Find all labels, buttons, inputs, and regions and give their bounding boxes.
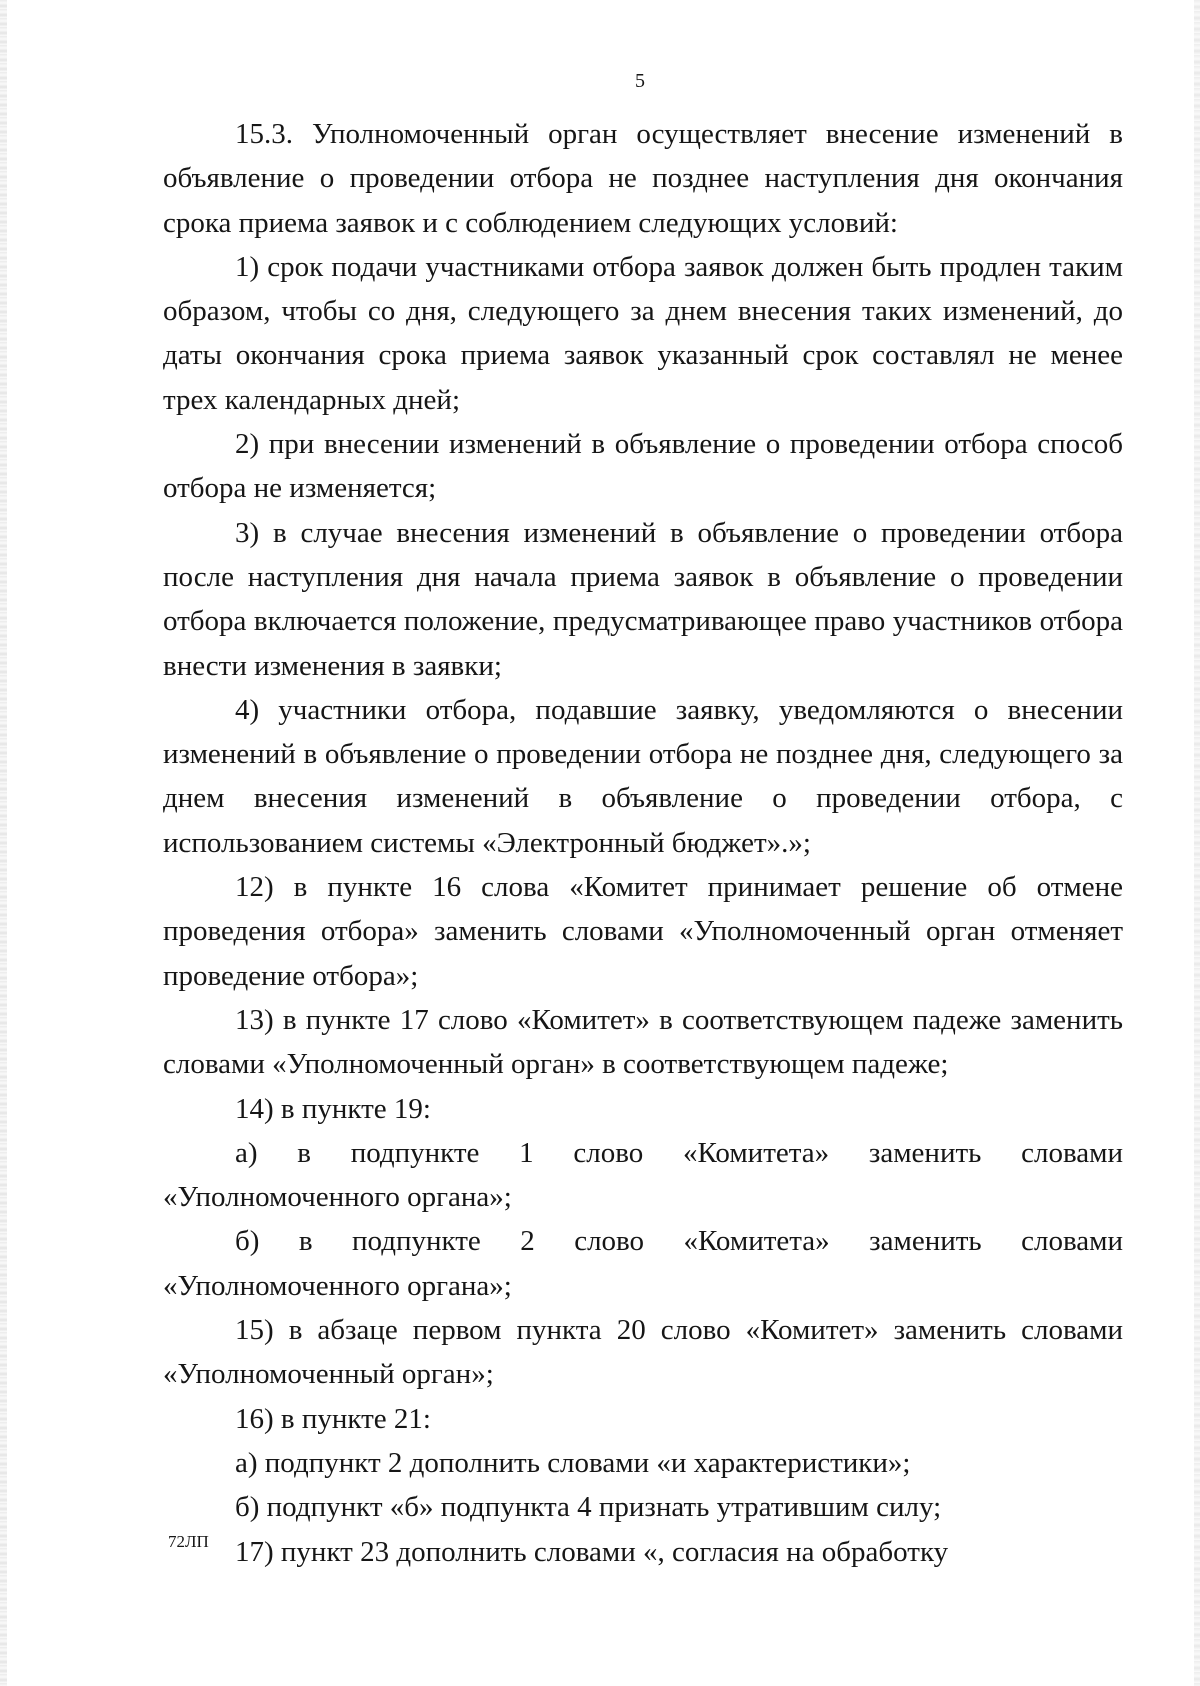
paragraph-item-14: 14) в пункте 19: xyxy=(235,1092,431,1125)
paragraph-item-4: 4) участники отбора, подавшие заявку, уведомляются о внесении изменений в объявление о проведении отбора не позднее дня, следующего за днем внесения изменений в объявление о проведении отбора, с использованием системы «Электронный бюджет».»; xyxy=(163,693,1123,859)
document-code: 72ЛП xyxy=(168,1532,209,1551)
paragraph-item-16: 16) в пункте 21: xyxy=(235,1402,431,1435)
paragraph-item-3: 3) в случае внесения изменений в объявление о проведении отбора после наступления дня начала приема заявок в объявление о проведении отбора включается положение, предусматривающее право участников отбора внести изменения в заявки; xyxy=(163,516,1123,682)
paragraph-item-14-b: б) в подпункте 2 слово «Комитета» заменить словами «Уполномоченного органа»; xyxy=(163,1225,1123,1302)
paragraph-item-1: 1) срок подачи участниками отбора заявок должен быть продлен таким образом, чтобы со дня, следующего за днем внесения таких изменений, до даты окончания срока приема заявок указанный срок составлял не менее трех календарных дней; xyxy=(163,250,1123,416)
scan-edge-right xyxy=(1194,0,1200,1686)
document-body xyxy=(163,112,1123,1574)
paragraph-item-14-a: а) в подпункте 1 слово «Комитета» заменить словами «Уполномоченного органа»; xyxy=(163,1136,1123,1214)
paragraph-item-17: 17) пункт 23 дополнить словами «, согласия на обработку xyxy=(235,1535,949,1568)
page-number: 5 xyxy=(635,70,645,92)
paragraph-item-12: 12) в пункте 16 слова «Комитет принимает решение об отмене проведения отбора» заменить словами «Уполномоченный орган отменяет проведение отбора»; xyxy=(163,871,1123,992)
paragraph-item-2: 2) при внесении изменений в объявление о проведении отбора способ отбора не изменяется; xyxy=(163,428,1123,505)
paragraph-item-13: 13) в пункте 17 слово «Комитет» в соответствующем падеже заменить словами «Уполномоченный орган» в соответствующем падеже; xyxy=(163,1003,1123,1081)
paragraph-15-3: 15.3. Уполномоченный орган осуществляет внесение изменений в объявление о проведении отбора не позднее наступления дня окончания срока приема заявок и с соблюдением следующих условий: xyxy=(163,118,1123,239)
paragraph-item-15: 15) в абзаце первом пункта 20 слово «Комитет» заменить словами «Уполномоченный орган»; xyxy=(163,1314,1123,1391)
paragraph-item-16-a: а) подпункт 2 дополнить словами «и характеристики»; xyxy=(235,1446,911,1479)
scan-edge-left xyxy=(0,0,7,1686)
paragraph-item-16-b: б) подпункт «б» подпункта 4 признать утратившим силу; xyxy=(235,1491,942,1524)
